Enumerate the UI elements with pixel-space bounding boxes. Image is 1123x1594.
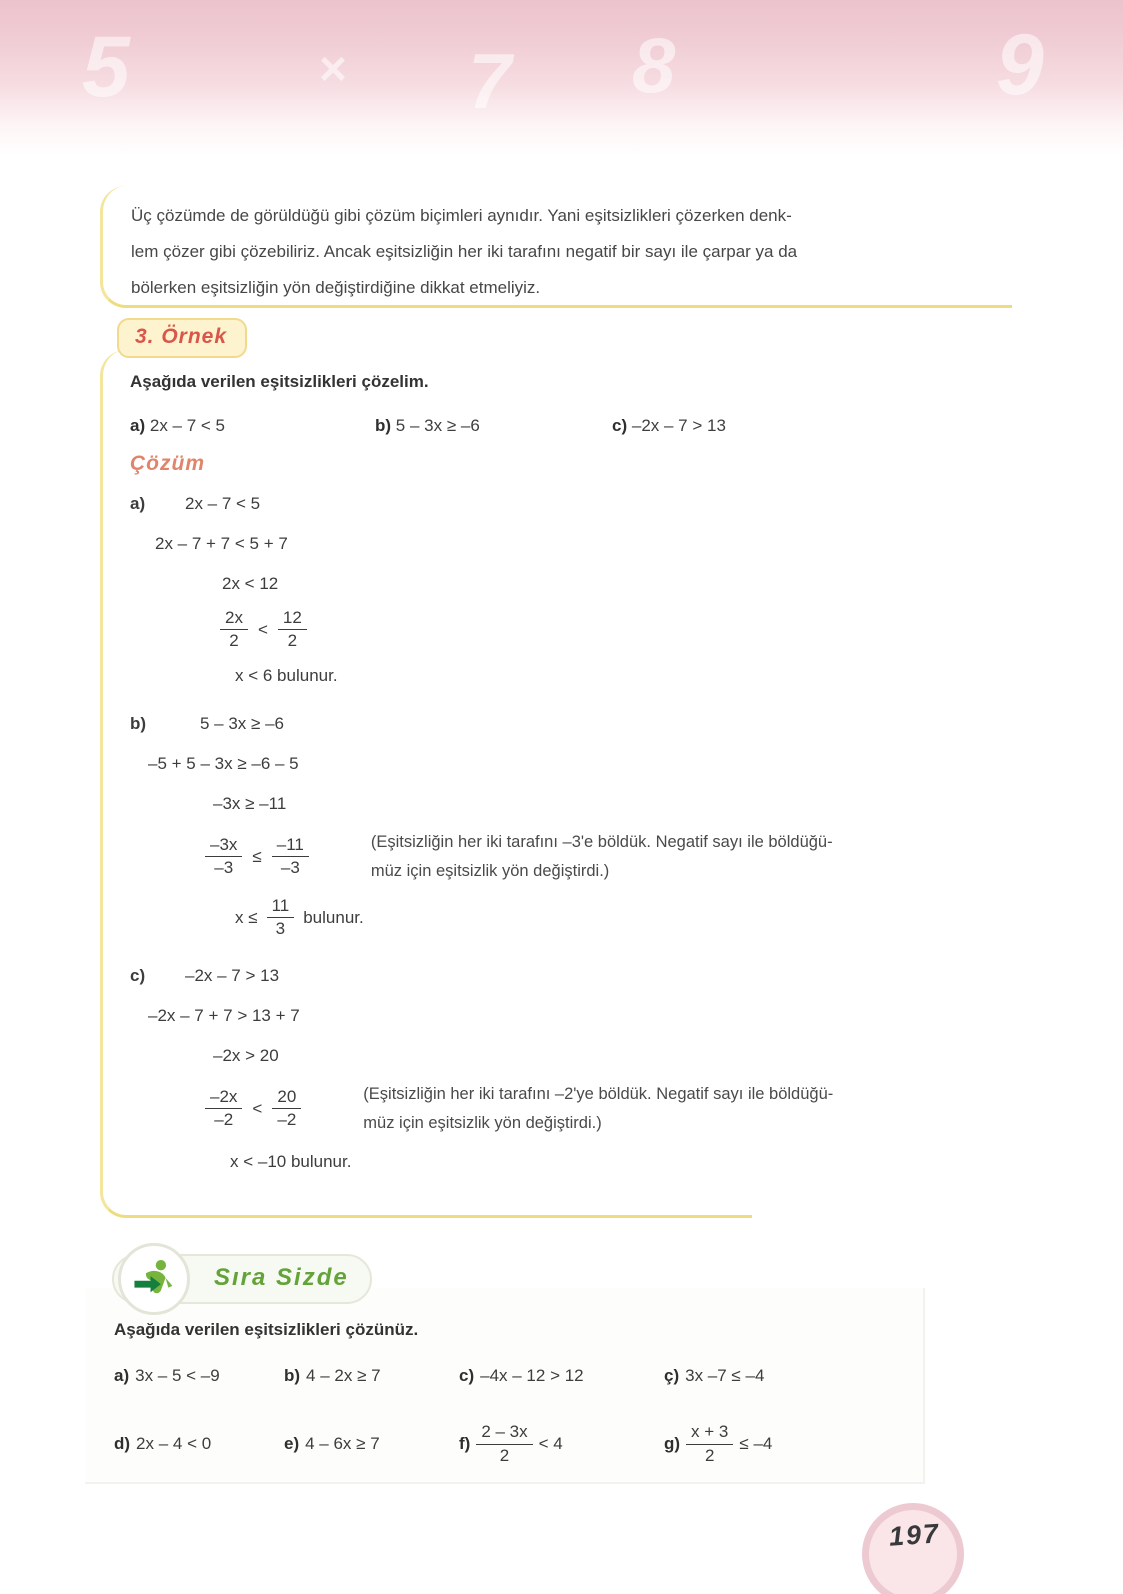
- fraction: [272, 1087, 301, 1131]
- exercise-row-2: [114, 1416, 772, 1472]
- solution-label: b): [130, 713, 147, 733]
- solution-label: a): [130, 494, 146, 513]
- exercise-expression: –4x – 12 > 12: [480, 1366, 584, 1385]
- math-expression: 5 – 3x ≥ –6: [200, 713, 284, 733]
- denominator: 3: [275, 919, 286, 939]
- exercise-label: a): [114, 1366, 130, 1385]
- exercise-item-c: [459, 1366, 664, 1386]
- solution-c: [130, 966, 960, 1172]
- ghost-number: 7: [468, 37, 512, 125]
- division-expression: [205, 835, 309, 879]
- exercise-expression: ≤ –4: [739, 1434, 773, 1453]
- exercise-label: g): [664, 1434, 681, 1453]
- math-expression: –2x – 7 > 13: [185, 965, 280, 985]
- ghost-multiply-sign: ×: [318, 43, 347, 96]
- exercise-item-f: [459, 1422, 664, 1466]
- ghost-number: 9: [996, 17, 1044, 113]
- fraction: [278, 608, 307, 652]
- example-badge: [117, 318, 247, 358]
- math-expression: x ≤: [235, 907, 258, 927]
- exercise-item-b: [284, 1366, 459, 1386]
- inequality-operator: ≤: [252, 846, 262, 866]
- runner-arrow-glyph: [131, 1256, 177, 1302]
- numerator: 11: [267, 896, 295, 918]
- example-intro: Aşağıda verilen eşitsizlikleri çözelim.: [130, 372, 429, 391]
- explanation-note: [363, 1080, 948, 1138]
- solution-division-line: [205, 1080, 960, 1138]
- exercise-label: d): [114, 1434, 131, 1453]
- fraction: [267, 896, 295, 940]
- exercise-expression: 3x –7 ≤ –4: [685, 1366, 765, 1385]
- exercise-label: e): [284, 1434, 300, 1453]
- numerator: 2x: [220, 608, 248, 630]
- exercise-item-cc: [664, 1366, 764, 1386]
- exercise-item-d: [114, 1434, 284, 1454]
- numerator: 20: [272, 1087, 301, 1109]
- exercise-item-e: [284, 1434, 459, 1454]
- exercise-row-1: [114, 1366, 764, 1386]
- division-expression: [205, 1087, 301, 1131]
- solution-result: x < –10 bulunur.: [230, 1151, 352, 1171]
- denominator: 2: [704, 1445, 715, 1465]
- ghost-number: 5: [82, 19, 130, 115]
- page-number: 197: [887, 1518, 942, 1552]
- note-text: [131, 198, 921, 306]
- fraction: [272, 835, 309, 879]
- result-suffix: bulunur.: [303, 907, 364, 927]
- solution-line: –2x – 7 + 7 > 13 + 7: [148, 1005, 300, 1025]
- problem-b: [375, 416, 612, 436]
- solution-division-line: [205, 828, 960, 886]
- numerator: –2x: [205, 1087, 242, 1109]
- exercise-expression: < 4: [538, 1434, 563, 1453]
- solution-line: 2x – 7 + 7 < 5 + 7: [155, 534, 288, 553]
- note-line: Üç çözümde de görüldüğü gibi çözüm biçimleri aynıdır. Yani eşitsizlikleri çözerken denk-: [131, 206, 792, 225]
- exercise-item-g: [664, 1422, 772, 1466]
- exercise-label: f): [459, 1434, 471, 1453]
- exercise-label: b): [284, 1366, 301, 1385]
- header-decoration: [0, 0, 1123, 155]
- explanation-note: [371, 828, 956, 886]
- exercise-label: c): [459, 1366, 475, 1385]
- solution-line: [130, 714, 960, 734]
- numerator: –3x: [205, 835, 242, 857]
- solution-result: x < 6 bulunur.: [235, 665, 338, 685]
- note-line: müz için eşitsizlik yön değiştirdi.): [363, 1113, 602, 1132]
- inequality-operator: <: [252, 1098, 263, 1118]
- problem-expression: –2x – 7 > 13: [631, 416, 726, 435]
- note-line: (Eşitsizliğin her iki tarafını –2'ye böldük. Negatif sayı ile böldüğü-: [363, 1084, 834, 1103]
- exercise-intro: Aşağıda verilen eşitsizlikleri çözünüz.: [114, 1320, 419, 1339]
- denominator: –3: [280, 858, 300, 878]
- problem-a: [130, 416, 375, 436]
- note-line: bölerken eşitsizliğin yön değiştirdiğine dikkat etmeliyiz.: [131, 278, 541, 297]
- exercise-expression: 3x – 5 < –9: [135, 1366, 220, 1385]
- exercise-expression: 4 – 2x ≥ 7: [306, 1366, 381, 1385]
- denominator: –2: [214, 1110, 234, 1130]
- solution-label: c): [130, 965, 146, 985]
- exercise-item-a: [114, 1366, 284, 1386]
- inequality-operator: <: [257, 619, 268, 639]
- solution-line: –5 + 5 – 3x ≥ –6 – 5: [148, 753, 299, 773]
- example-badge-label: 3. Örnek: [135, 325, 228, 348]
- numerator: –11: [272, 835, 309, 857]
- numerator: x + 3: [686, 1422, 733, 1444]
- exercise-expression: 4 – 6x ≥ 7: [305, 1434, 380, 1453]
- page-number-badge: [862, 1503, 964, 1594]
- exercise-label: ç): [664, 1366, 680, 1385]
- denominator: –3: [214, 858, 234, 878]
- note-line: lem çözer gibi çözebiliriz. Ancak eşitsizliğin her iki tarafını negatif bir sayı ile çarpar ya da: [131, 242, 798, 261]
- denominator: 2: [499, 1445, 510, 1465]
- solution-heading: Çözüm: [130, 452, 205, 475]
- solution-a: [130, 494, 960, 686]
- sira-sizde-badge: [112, 1254, 372, 1304]
- problem-expression: 2x – 7 < 5: [149, 416, 225, 435]
- numerator: 2 – 3x: [476, 1422, 532, 1444]
- math-expression: 2x – 7 < 5: [185, 494, 261, 513]
- solution-division-line: [220, 608, 960, 652]
- solution-line: –2x > 20: [213, 1045, 279, 1065]
- problem-label: c): [612, 416, 628, 435]
- denominator: –2: [277, 1110, 297, 1130]
- exercise-expression: 2x – 4 < 0: [136, 1434, 212, 1453]
- ghost-number: 8: [632, 21, 676, 109]
- runner-icon: [118, 1243, 190, 1315]
- sira-sizde-label: Sıra Sizde: [214, 1264, 349, 1291]
- fraction: [476, 1422, 532, 1466]
- numerator: 12: [278, 608, 307, 630]
- note-line: (Eşitsizliğin her iki tarafını –3'e böldük. Negatif sayı ile böldüğü-: [370, 832, 833, 851]
- solution-line: [130, 494, 960, 514]
- denominator: 2: [287, 631, 298, 651]
- note-line: müz için eşitsizlik yön değiştirdi.): [370, 861, 610, 880]
- solution-line: 2x < 12: [222, 574, 279, 593]
- solution-line: [130, 966, 960, 986]
- example-content: [130, 372, 960, 1172]
- problem-label: a): [130, 416, 146, 435]
- fraction: [205, 835, 242, 879]
- fraction: [205, 1087, 242, 1131]
- fraction: [220, 608, 248, 652]
- problem-c: [612, 416, 726, 436]
- problem-label: b): [375, 416, 392, 435]
- fraction: [686, 1422, 733, 1466]
- problem-expression: 5 – 3x ≥ –6: [395, 416, 480, 435]
- denominator: 2: [229, 631, 239, 651]
- solution-result: [235, 896, 960, 940]
- solution-b: [130, 714, 960, 940]
- solution-line: –3x ≥ –11: [213, 793, 287, 813]
- example-problems: [130, 416, 960, 436]
